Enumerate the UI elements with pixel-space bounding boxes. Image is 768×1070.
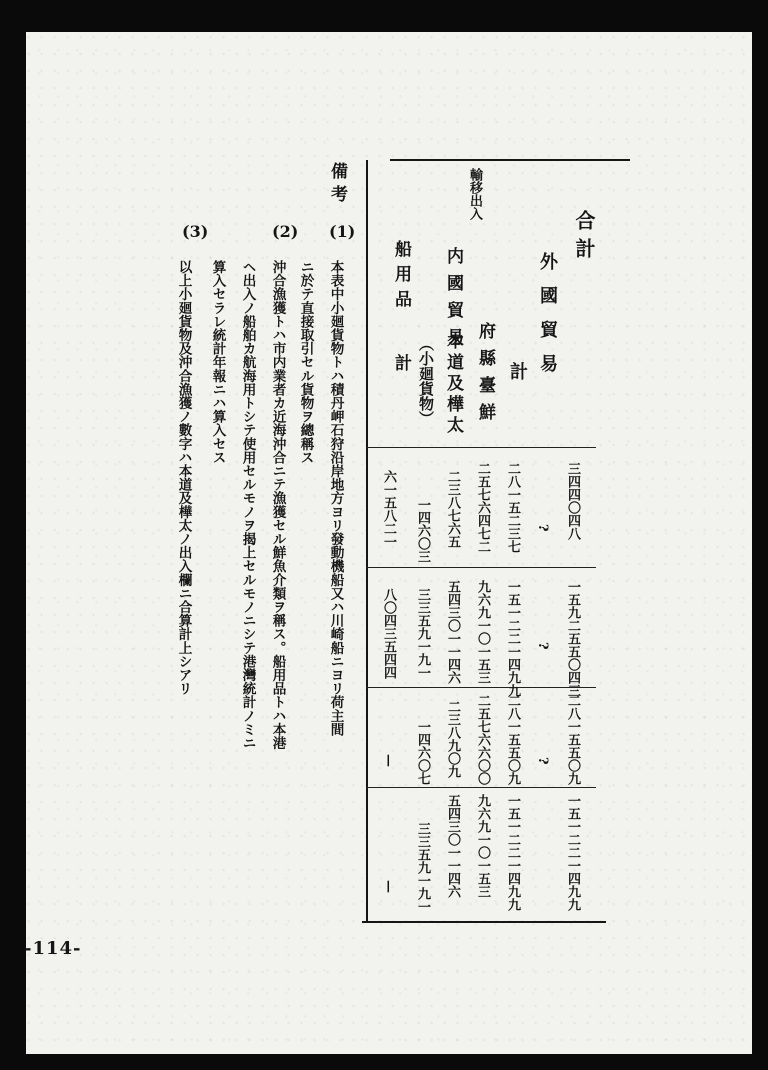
cell-foreign: ? bbox=[535, 524, 550, 532]
header-prefectures: 府縣臺鮮 bbox=[475, 322, 495, 430]
cell-grand-total: — bbox=[381, 880, 396, 893]
header-small-cargo: （小廻貨物） bbox=[417, 336, 435, 426]
cell-ship-supplies: 三三五九一九一 bbox=[415, 822, 430, 913]
cell-grand-total: 六一五八二一 bbox=[381, 470, 396, 548]
table-top-rule bbox=[390, 159, 630, 161]
cell-prefectures: 一五一二二一四九九 bbox=[505, 794, 520, 911]
cell-ship-supplies: 一四六〇三 bbox=[415, 498, 430, 563]
note-line: ニ於テ直接取引セル貨物ヲ總稱ス bbox=[297, 260, 314, 464]
note-number: (2) bbox=[272, 222, 299, 241]
cell-ship-supplies: 三三五九一九一 bbox=[415, 588, 430, 679]
cell-hokkaido: 九六九一〇一五三 bbox=[475, 580, 490, 684]
note-number: (3) bbox=[182, 222, 209, 241]
cell-grand-total: 八〇四三五四四 bbox=[381, 588, 396, 679]
note-line: 本表中小廻貨物トハ積丹岬石狩沿岸地方ヨリ發動機船又ハ川崎船ニヨリ荷主間 bbox=[327, 260, 344, 736]
note-number: (1) bbox=[329, 222, 356, 241]
header-domestic-trade: 内國貿易 bbox=[443, 247, 463, 355]
page-number: -114- bbox=[24, 938, 82, 959]
cell-small-cargo: 五四三〇一一四六 bbox=[445, 580, 460, 684]
table-bottom-rule bbox=[362, 921, 606, 923]
note-line: 算入セラレ統計年報ニハ算入セス bbox=[209, 260, 226, 464]
note-line: 沖合漁獲トハ市内業者カ近海沖合ニテ漁獲セル鮮魚介類ヲ稱ス。船用品トハ本港 bbox=[269, 260, 286, 750]
cell-foreign: ? bbox=[535, 757, 550, 765]
col-divider-3 bbox=[366, 687, 596, 688]
col-divider-2 bbox=[366, 567, 596, 568]
cell-hokkaido: 九六九一〇一五三 bbox=[475, 794, 490, 898]
notes-heading: 備考 bbox=[327, 162, 347, 208]
header-divider bbox=[366, 160, 368, 922]
note-line: ヘ出入ノ船舶カ航海用トシテ使用セルモノヲ揭上セルモノニシテ港灣統計ノミニ bbox=[239, 260, 256, 750]
cell-total: 二八一五五〇九 bbox=[565, 694, 580, 785]
cell-foreign: ? bbox=[535, 642, 550, 650]
cell-total: 一五九二五五〇四三 bbox=[565, 580, 580, 697]
cell-ship-supplies: 一四六〇七 bbox=[415, 720, 430, 785]
cell-small-cargo: 二三八七六五 bbox=[445, 470, 460, 548]
note-line: 以上小廻貨物及沖合漁獲ノ數字ハ本道及樺太ノ出入欄ニ合算計上シアリ bbox=[175, 260, 192, 696]
cell-prefectures: 二八一五五〇九 bbox=[505, 694, 520, 785]
col-divider-4 bbox=[366, 787, 596, 788]
header-ship-supplies: 船用品 bbox=[391, 240, 411, 315]
cell-hokkaido: 二五七六四七二 bbox=[475, 462, 490, 553]
header-hokkaido-karafuto: 本道及樺太 bbox=[443, 332, 463, 437]
cell-hokkaido: 二五七六六〇〇 bbox=[475, 694, 490, 785]
cell-small-cargo: 二三八九〇九 bbox=[445, 700, 460, 778]
cell-grand-total: — bbox=[381, 754, 396, 767]
header-foreign-trade: 外國貿易 bbox=[537, 252, 558, 388]
header-other: 輸移出入 bbox=[467, 168, 482, 220]
cell-total: 一五一二二一四九九 bbox=[565, 794, 580, 911]
header-subtotal-domestic: 計 bbox=[507, 362, 528, 380]
cell-total: 三四四〇四八 bbox=[565, 462, 580, 540]
cell-prefectures: 一五一二二一四九九 bbox=[505, 580, 520, 697]
col-divider-1 bbox=[366, 447, 596, 448]
cell-prefectures: 二八一五二三七 bbox=[505, 462, 520, 553]
cell-small-cargo: 五四三〇一一四六 bbox=[445, 794, 460, 898]
header-grand-total: 計 bbox=[391, 354, 411, 371]
document-page bbox=[26, 32, 752, 1054]
header-total: 合計 bbox=[572, 210, 596, 266]
